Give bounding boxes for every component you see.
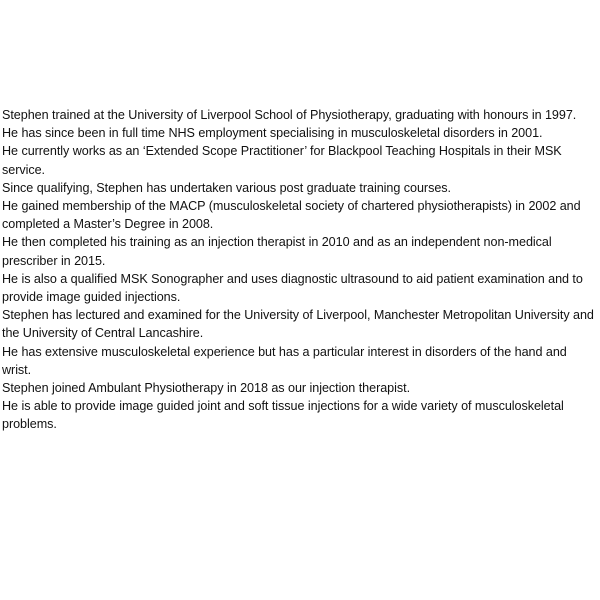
paragraph-macp-membership: He gained membership of the MACP (musculoskeletal society of chartered physiotherapists) in 2002 and completed a Master’s Degree in 2008. xyxy=(2,199,581,232)
paragraph-sonographer: He is also a qualified MSK Sonographer and uses diagnostic ultrasound to aid patient examination and to provide image guided injections. xyxy=(2,271,583,305)
paragraph-injections: He is able to provide image guided joint and soft tissue injections for a wide variety of musculoskeletal problems. xyxy=(2,399,564,432)
biography-text xyxy=(2,106,598,434)
paragraph-joined-ambulant: Stephen joined Ambulant Physiotherapy in 2018 as our injection therapist. xyxy=(2,381,411,396)
paragraph-nhs-employment: He has since been in full time NHS employment specialising in musculoskeletal disorders in 2001. xyxy=(2,126,543,141)
paragraph-lecturing: Stephen has lectured and examined for the University of Liverpool, Manchester Metropolitan University and the University of Central Lancashire. xyxy=(2,308,594,341)
paragraph-experience: He has extensive musculoskeletal experience but has a particular interest in disorders of the hand and wrist. xyxy=(2,344,567,377)
paragraph-post-graduate: Since qualifying, Stephen has undertaken various post graduate training courses. xyxy=(2,180,451,195)
paragraph-current-role: He currently works as an ‘Extended Scope Practitioner’ for Blackpool Teaching Hospitals in their MSK service. xyxy=(2,144,562,177)
paragraph-injection-training: He then completed his training as an injection therapist in 2010 and as an independent non-medical prescriber in 2015. xyxy=(2,235,552,268)
paragraph-training: Stephen trained at the University of Liverpool School of Physiotherapy, graduating with honours in 1997. xyxy=(2,108,577,122)
